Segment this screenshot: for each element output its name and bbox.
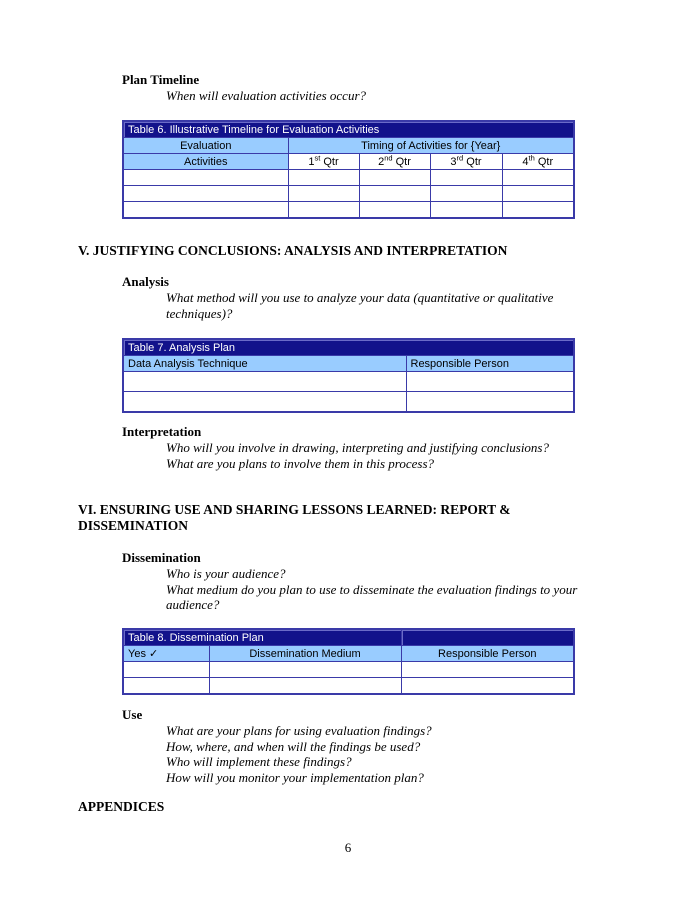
table-cell xyxy=(288,186,359,202)
table-row xyxy=(123,392,574,413)
section-vi-heading-line2: DISSEMINATION xyxy=(78,518,189,533)
plan-timeline-questions xyxy=(166,88,366,104)
use-heading: Use xyxy=(122,707,143,722)
interpretation-questions xyxy=(166,440,549,471)
table-cell xyxy=(430,186,502,202)
appendices-heading: APPENDICES xyxy=(78,799,165,814)
question-line: Who will implement these findings? xyxy=(166,754,352,770)
table-6-illustrative-timeline xyxy=(122,120,575,219)
table-7-analysis-plan xyxy=(122,338,575,413)
table-cell xyxy=(359,202,430,219)
table-title-row xyxy=(123,121,574,138)
table-cell xyxy=(123,202,288,219)
table-cell xyxy=(123,186,288,202)
question-line: audience? xyxy=(166,597,220,613)
table-cell xyxy=(430,170,502,186)
page-number: 6 xyxy=(344,840,352,855)
table-cell xyxy=(502,202,574,219)
table6-qtr1-header: 1st Qtr xyxy=(288,154,359,170)
table-cell xyxy=(209,662,401,678)
table-row xyxy=(123,678,574,695)
use-questions xyxy=(166,723,432,785)
question-line: What method will you use to analyze your data (quantitative or qualitative xyxy=(166,290,554,305)
table-cell xyxy=(123,170,288,186)
table6-timing-header: Timing of Activities for {Year} xyxy=(288,138,574,154)
table-cell xyxy=(502,170,574,186)
table7-col-responsible-person: Responsible Person xyxy=(406,356,574,372)
table6-qtr4-header: 4th Qtr xyxy=(502,154,574,170)
table-header-row xyxy=(123,138,574,154)
table6-row-header-evaluation: Evaluation xyxy=(123,138,288,154)
table-cell xyxy=(401,678,574,695)
table-title-row xyxy=(123,629,574,646)
table-header-row xyxy=(123,154,574,170)
table6-title: Table 6. Illustrative Timeline for Evaluation Activities xyxy=(123,121,574,138)
question-line: What are your plans for using evaluation findings? xyxy=(166,723,432,738)
table-cell xyxy=(359,186,430,202)
interpretation-heading: Interpretation xyxy=(122,424,202,439)
table6-qtr2-header: 2nd Qtr xyxy=(359,154,430,170)
question-line: What medium do you plan to use to disseminate the evaluation findings to your xyxy=(166,581,578,597)
section-v-heading: V. JUSTIFYING CONCLUSIONS: ANALYSIS AND INTERPRETATION xyxy=(78,243,508,258)
table8-title: Table 8. Dissemination Plan xyxy=(123,629,401,646)
section-vi-heading-line1: VI. ENSURING USE AND SHARING LESSONS LEARNED: REPORT & xyxy=(78,502,511,517)
section-vi-heading xyxy=(78,502,511,534)
table-header-row xyxy=(123,646,574,662)
table-cell xyxy=(401,662,574,678)
question-line: Who is your audience? xyxy=(166,566,286,581)
table-cell xyxy=(288,202,359,219)
question-line: How, where, and when will the findings be used? xyxy=(166,738,421,754)
table-cell xyxy=(209,678,401,695)
question-line: What are you plans to involve them in this process? xyxy=(166,455,435,471)
analysis-heading: Analysis xyxy=(122,274,169,289)
table-row xyxy=(123,662,574,678)
table7-col-data-analysis-technique: Data Analysis Technique xyxy=(123,356,406,372)
dissemination-questions xyxy=(166,566,577,613)
table-header-row xyxy=(123,356,574,372)
table-row xyxy=(123,186,574,202)
table7-title: Table 7. Analysis Plan xyxy=(123,339,574,356)
table-cell xyxy=(123,662,209,678)
table-cell xyxy=(406,372,574,392)
table-row xyxy=(123,372,574,392)
table-cell xyxy=(123,678,209,695)
table6-qtr3-header: 3rd Qtr xyxy=(430,154,502,170)
table8-col-yes-check: Yes ✓ xyxy=(123,646,209,662)
table-cell xyxy=(359,170,430,186)
table-8-dissemination-plan xyxy=(122,628,575,695)
question-line: How will you monitor your implementation plan? xyxy=(166,769,424,785)
table8-col-dissemination-medium: Dissemination Medium xyxy=(209,646,401,662)
table-row xyxy=(123,170,574,186)
table-title-row xyxy=(123,339,574,356)
dissemination-heading: Dissemination xyxy=(122,550,201,565)
question-line: techniques)? xyxy=(166,305,233,321)
table6-row-header-activities: Activities xyxy=(123,154,288,170)
question-line: When will evaluation activities occur? xyxy=(166,88,367,103)
table-cell xyxy=(123,392,406,413)
table-row xyxy=(123,202,574,219)
table-cell xyxy=(430,202,502,219)
table-cell xyxy=(123,372,406,392)
table-cell xyxy=(406,392,574,413)
analysis-questions xyxy=(166,290,553,321)
table8-col-responsible-person: Responsible Person xyxy=(401,646,574,662)
question-line: Who will you involve in drawing, interpreting and justifying conclusions? xyxy=(166,440,549,455)
table8-title-spacer-cell xyxy=(401,629,574,646)
table-cell xyxy=(502,186,574,202)
table-cell xyxy=(288,170,359,186)
plan-timeline-heading: Plan Timeline xyxy=(122,72,200,87)
